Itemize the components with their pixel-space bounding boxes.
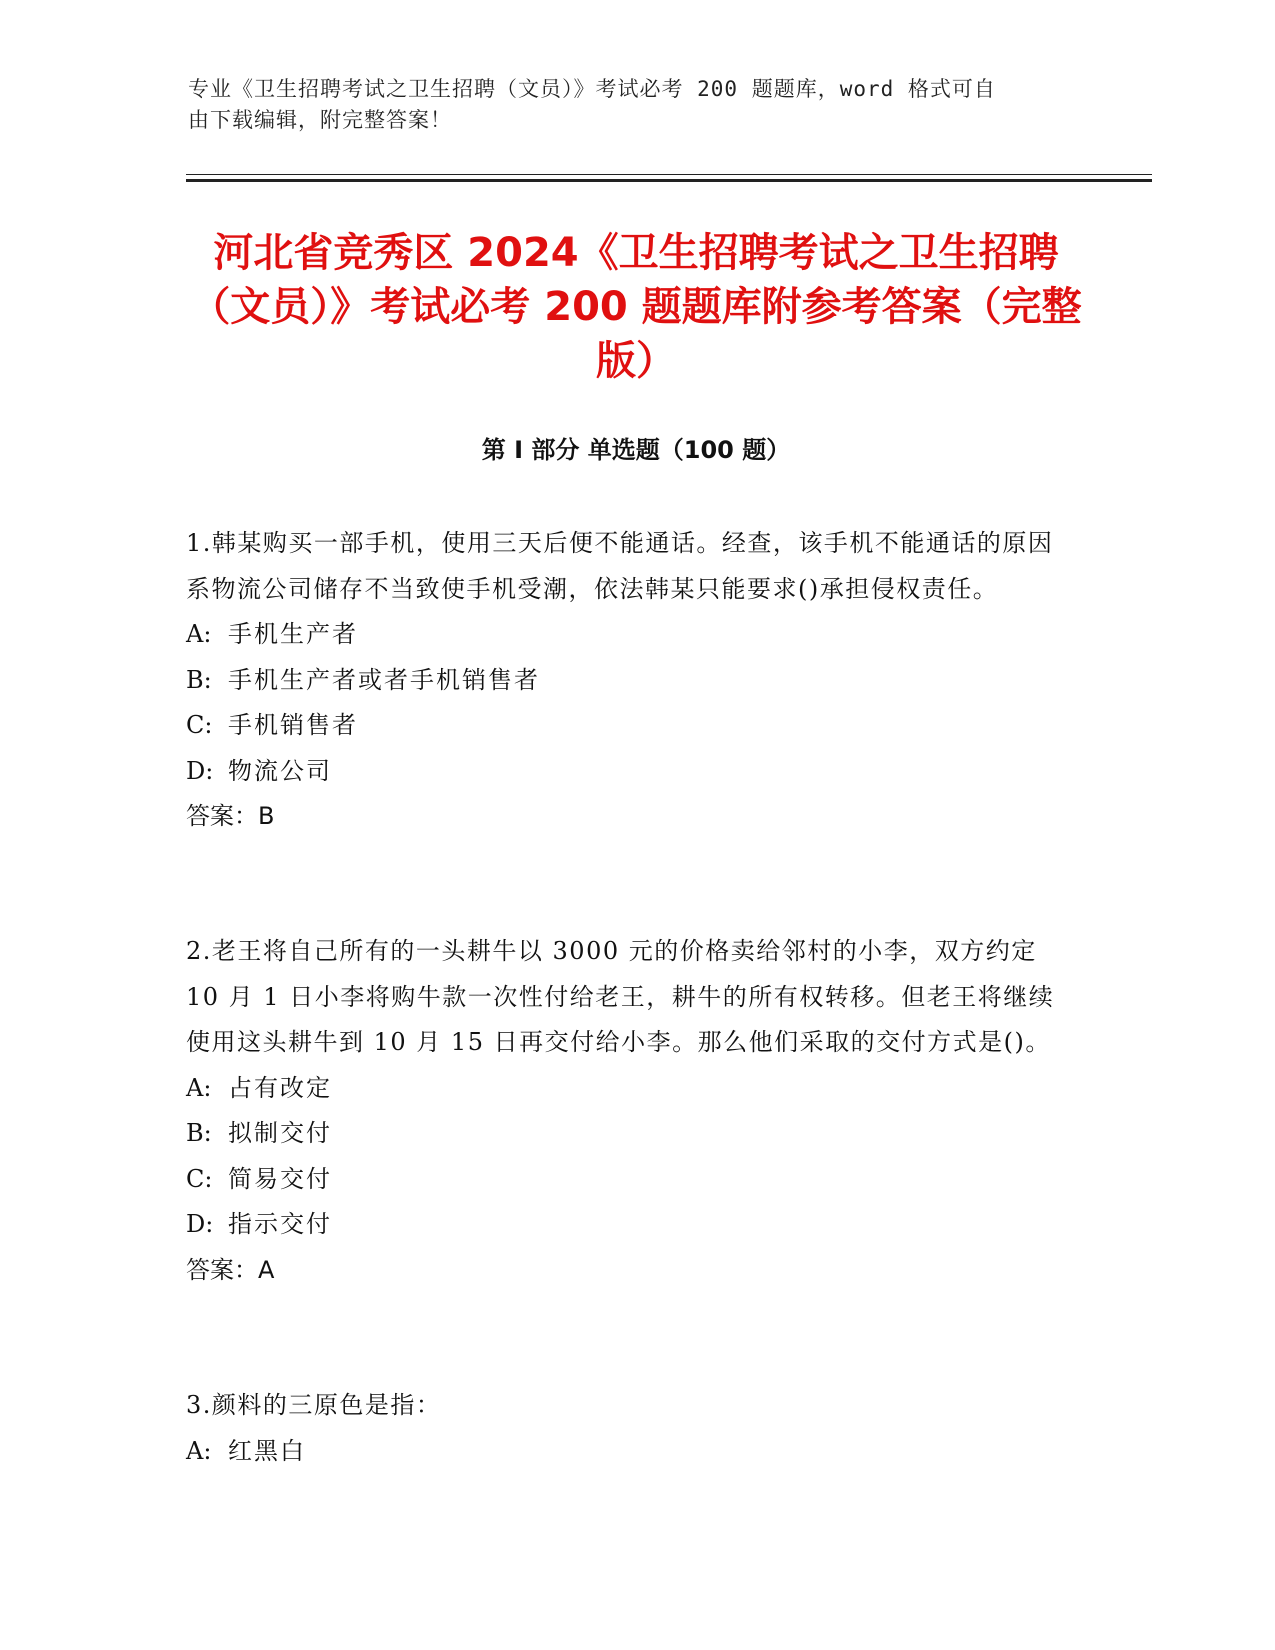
option-d xyxy=(186,749,1066,795)
option-text: 指示交付 xyxy=(228,1210,332,1238)
option-key: D: xyxy=(186,756,214,785)
option-text: 手机生产者或者手机销售者 xyxy=(228,665,540,694)
option-key: A: xyxy=(186,1436,212,1465)
option-a xyxy=(186,1429,1066,1475)
option-text: 手机销售者 xyxy=(228,711,358,739)
option-c xyxy=(186,703,1066,749)
option-text: 占有改定 xyxy=(228,1073,332,1102)
question-3 xyxy=(186,1383,1066,1474)
option-key: B: xyxy=(186,1119,212,1147)
option-a xyxy=(186,612,1066,658)
question-2 xyxy=(186,929,1066,1293)
option-d xyxy=(186,1202,1066,1248)
option-key: A: xyxy=(186,620,212,648)
option-text: 拟制交付 xyxy=(228,1119,332,1147)
option-c xyxy=(186,1157,1066,1203)
option-a xyxy=(186,1066,1066,1112)
question-1 xyxy=(186,521,1066,840)
section-title: 第 I 部分 单选题（100 题） xyxy=(481,436,791,464)
header-divider-thin xyxy=(186,174,1152,175)
header-divider-thick xyxy=(186,179,1152,182)
option-b xyxy=(186,658,1066,704)
header-note-line1: 专业《卫生招聘考试之卫生招聘（文员）》考试必考 200 题题库，word 格式可自 xyxy=(188,77,996,101)
question-stem: 3.颜料的三原色是指： xyxy=(186,1391,442,1419)
option-key: D: xyxy=(186,1210,214,1238)
option-key: B: xyxy=(186,665,212,694)
option-text: 物流公司 xyxy=(228,756,332,785)
header-note-line2: 由下载编辑，附完整答案！ xyxy=(188,108,452,132)
question-stem: 1.韩某购买一部手机，使用三天后便不能通话。经查，该手机不能通话的原因系物流公司储存不当致使手机受潮，依法韩某只能要求()承担侵权责任。 xyxy=(186,529,1054,603)
option-text: 手机生产者 xyxy=(228,620,358,648)
option-b xyxy=(186,1111,1066,1157)
option-key: C: xyxy=(186,711,213,739)
answer: 答案：B xyxy=(186,802,275,830)
option-text: 红黑白 xyxy=(228,1436,306,1465)
option-text: 简易交付 xyxy=(228,1164,332,1193)
option-key: C: xyxy=(186,1164,213,1193)
document-title: 河北省竞秀区 2024《卫生招聘考试之卫生招聘（文员）》考试必考 200 题题库附参考答案（完整版） xyxy=(190,230,1082,384)
answer: 答案：A xyxy=(186,1255,275,1284)
question-stem: 2.老王将自己所有的一头耕牛以 3000 元的价格卖给邻村的小李，双方约定 10 月 1 日小李将购牛款一次性付给老王，耕牛的所有权转移。但老王将继续使用这头耕牛到 10 月 15 日再交付给小李。那么他们采取的交付方式是()。 xyxy=(186,937,1055,1056)
option-key: A: xyxy=(186,1073,212,1102)
header-note xyxy=(188,74,1068,136)
